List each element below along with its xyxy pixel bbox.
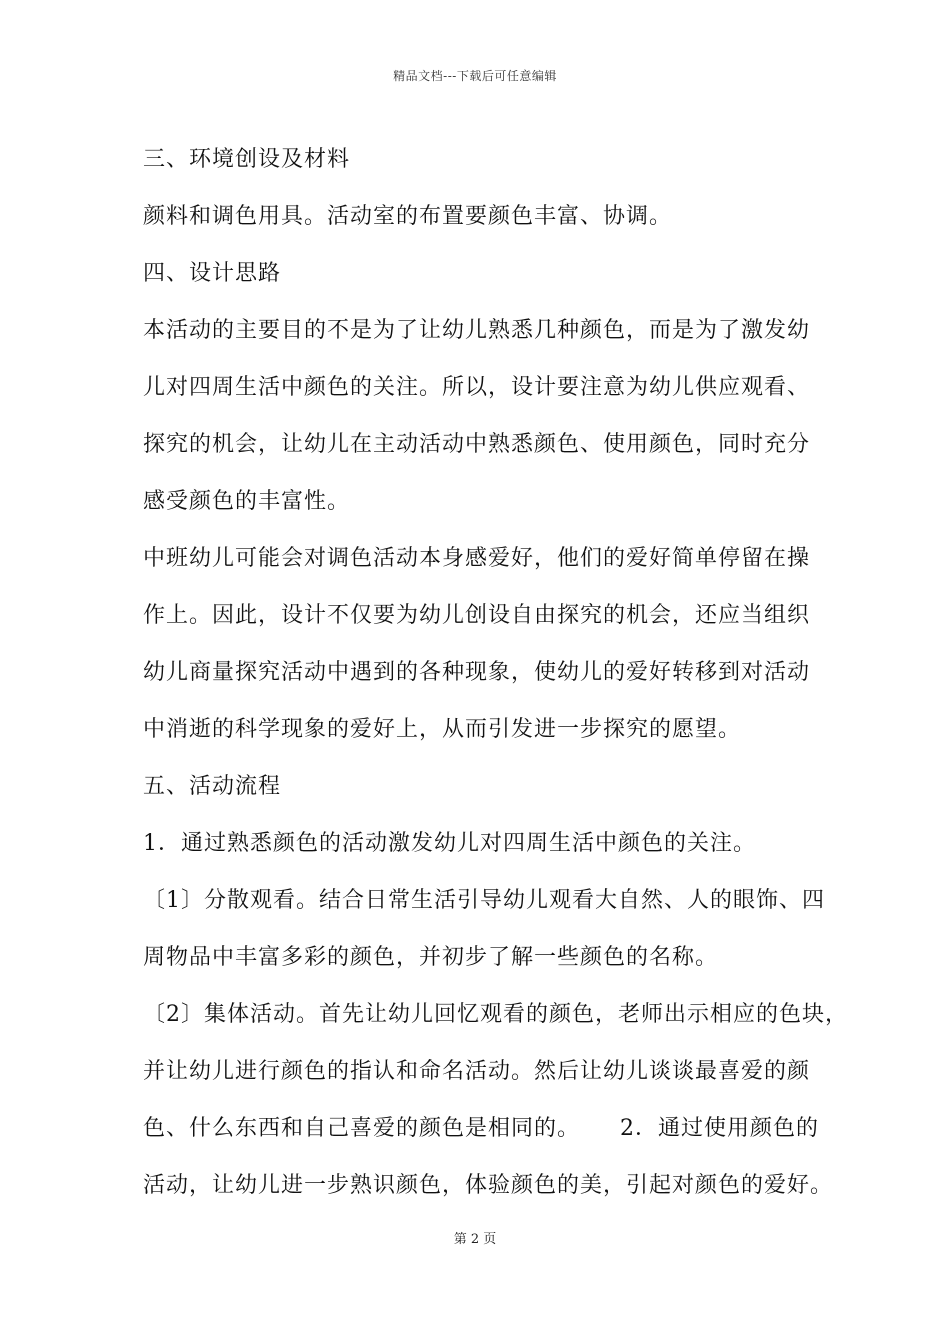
paragraph-line: 活动，让幼儿进一步熟识颜色，体验颜色的美，引起对颜色的爱好。	[143, 1173, 834, 1198]
line-split-second: 2．通过使用颜色的	[620, 1116, 820, 1141]
line-split-first: 色、什么东西和自己喜爱的颜色是相同的。	[143, 1116, 581, 1141]
paragraph-line: 探究的机会，让幼儿在主动活动中熟悉颜色、使用颜色，同时充分	[143, 432, 811, 457]
heading-activity-flow: 五、活动流程	[143, 774, 282, 799]
heading-design-ideas: 四、设计思路	[143, 261, 282, 286]
paragraph-line: 中班幼儿可能会对调色活动本身感爱好，他们的爱好简单停留在操	[143, 546, 811, 571]
heading-environment: 三、环境创设及材料	[143, 147, 351, 172]
paragraph-line: 幼儿商量探究活动中遇到的各种现象，使幼儿的爱好转移到对活动	[143, 660, 811, 685]
paragraph-line: 本活动的主要目的不是为了让幼儿熟悉几种颜色，而是为了激发幼	[143, 318, 811, 343]
paragraph-line: 周物品中丰富多彩的颜色，并初步了解一些颜色的名称。	[143, 945, 719, 970]
paragraph-line: 1．通过熟悉颜色的活动激发幼儿对四周生活中颜色的关注。	[143, 831, 756, 856]
page-header: 精品文档---下载后可任意编辑	[393, 69, 557, 83]
paragraph-line: 儿对四周生活中颜色的关注。所以，设计要注意为幼儿供应观看、	[143, 375, 811, 400]
paragraph-line: 〔2〕集体活动。首先让幼儿回忆观看的颜色，老师出示相应的色块，	[143, 1002, 848, 1027]
paragraph-line-split	[143, 1100, 823, 1157]
paragraph-line: 〔1〕分散观看。结合日常生活引导幼儿观看大自然、人的眼饰、四	[143, 888, 825, 913]
paragraph-line: 中消逝的科学现象的爱好上，从而引发进一步探究的愿望。	[143, 717, 742, 742]
page-number: 第 2 页	[453, 1232, 497, 1247]
document-body	[143, 131, 848, 1214]
paragraph-line: 并让幼儿进行颜色的指认和命名活动。然后让幼儿谈谈最喜爱的颜	[143, 1059, 811, 1084]
paragraph-line: 作上。因此，设计不仅要为幼儿创设自由探究的机会，还应当组织	[143, 603, 811, 628]
paragraph-line: 感受颜色的丰富性。	[143, 489, 351, 514]
paragraph-line: 颜料和调色用具。活动室的布置要颜色丰富、协调。	[143, 204, 673, 229]
